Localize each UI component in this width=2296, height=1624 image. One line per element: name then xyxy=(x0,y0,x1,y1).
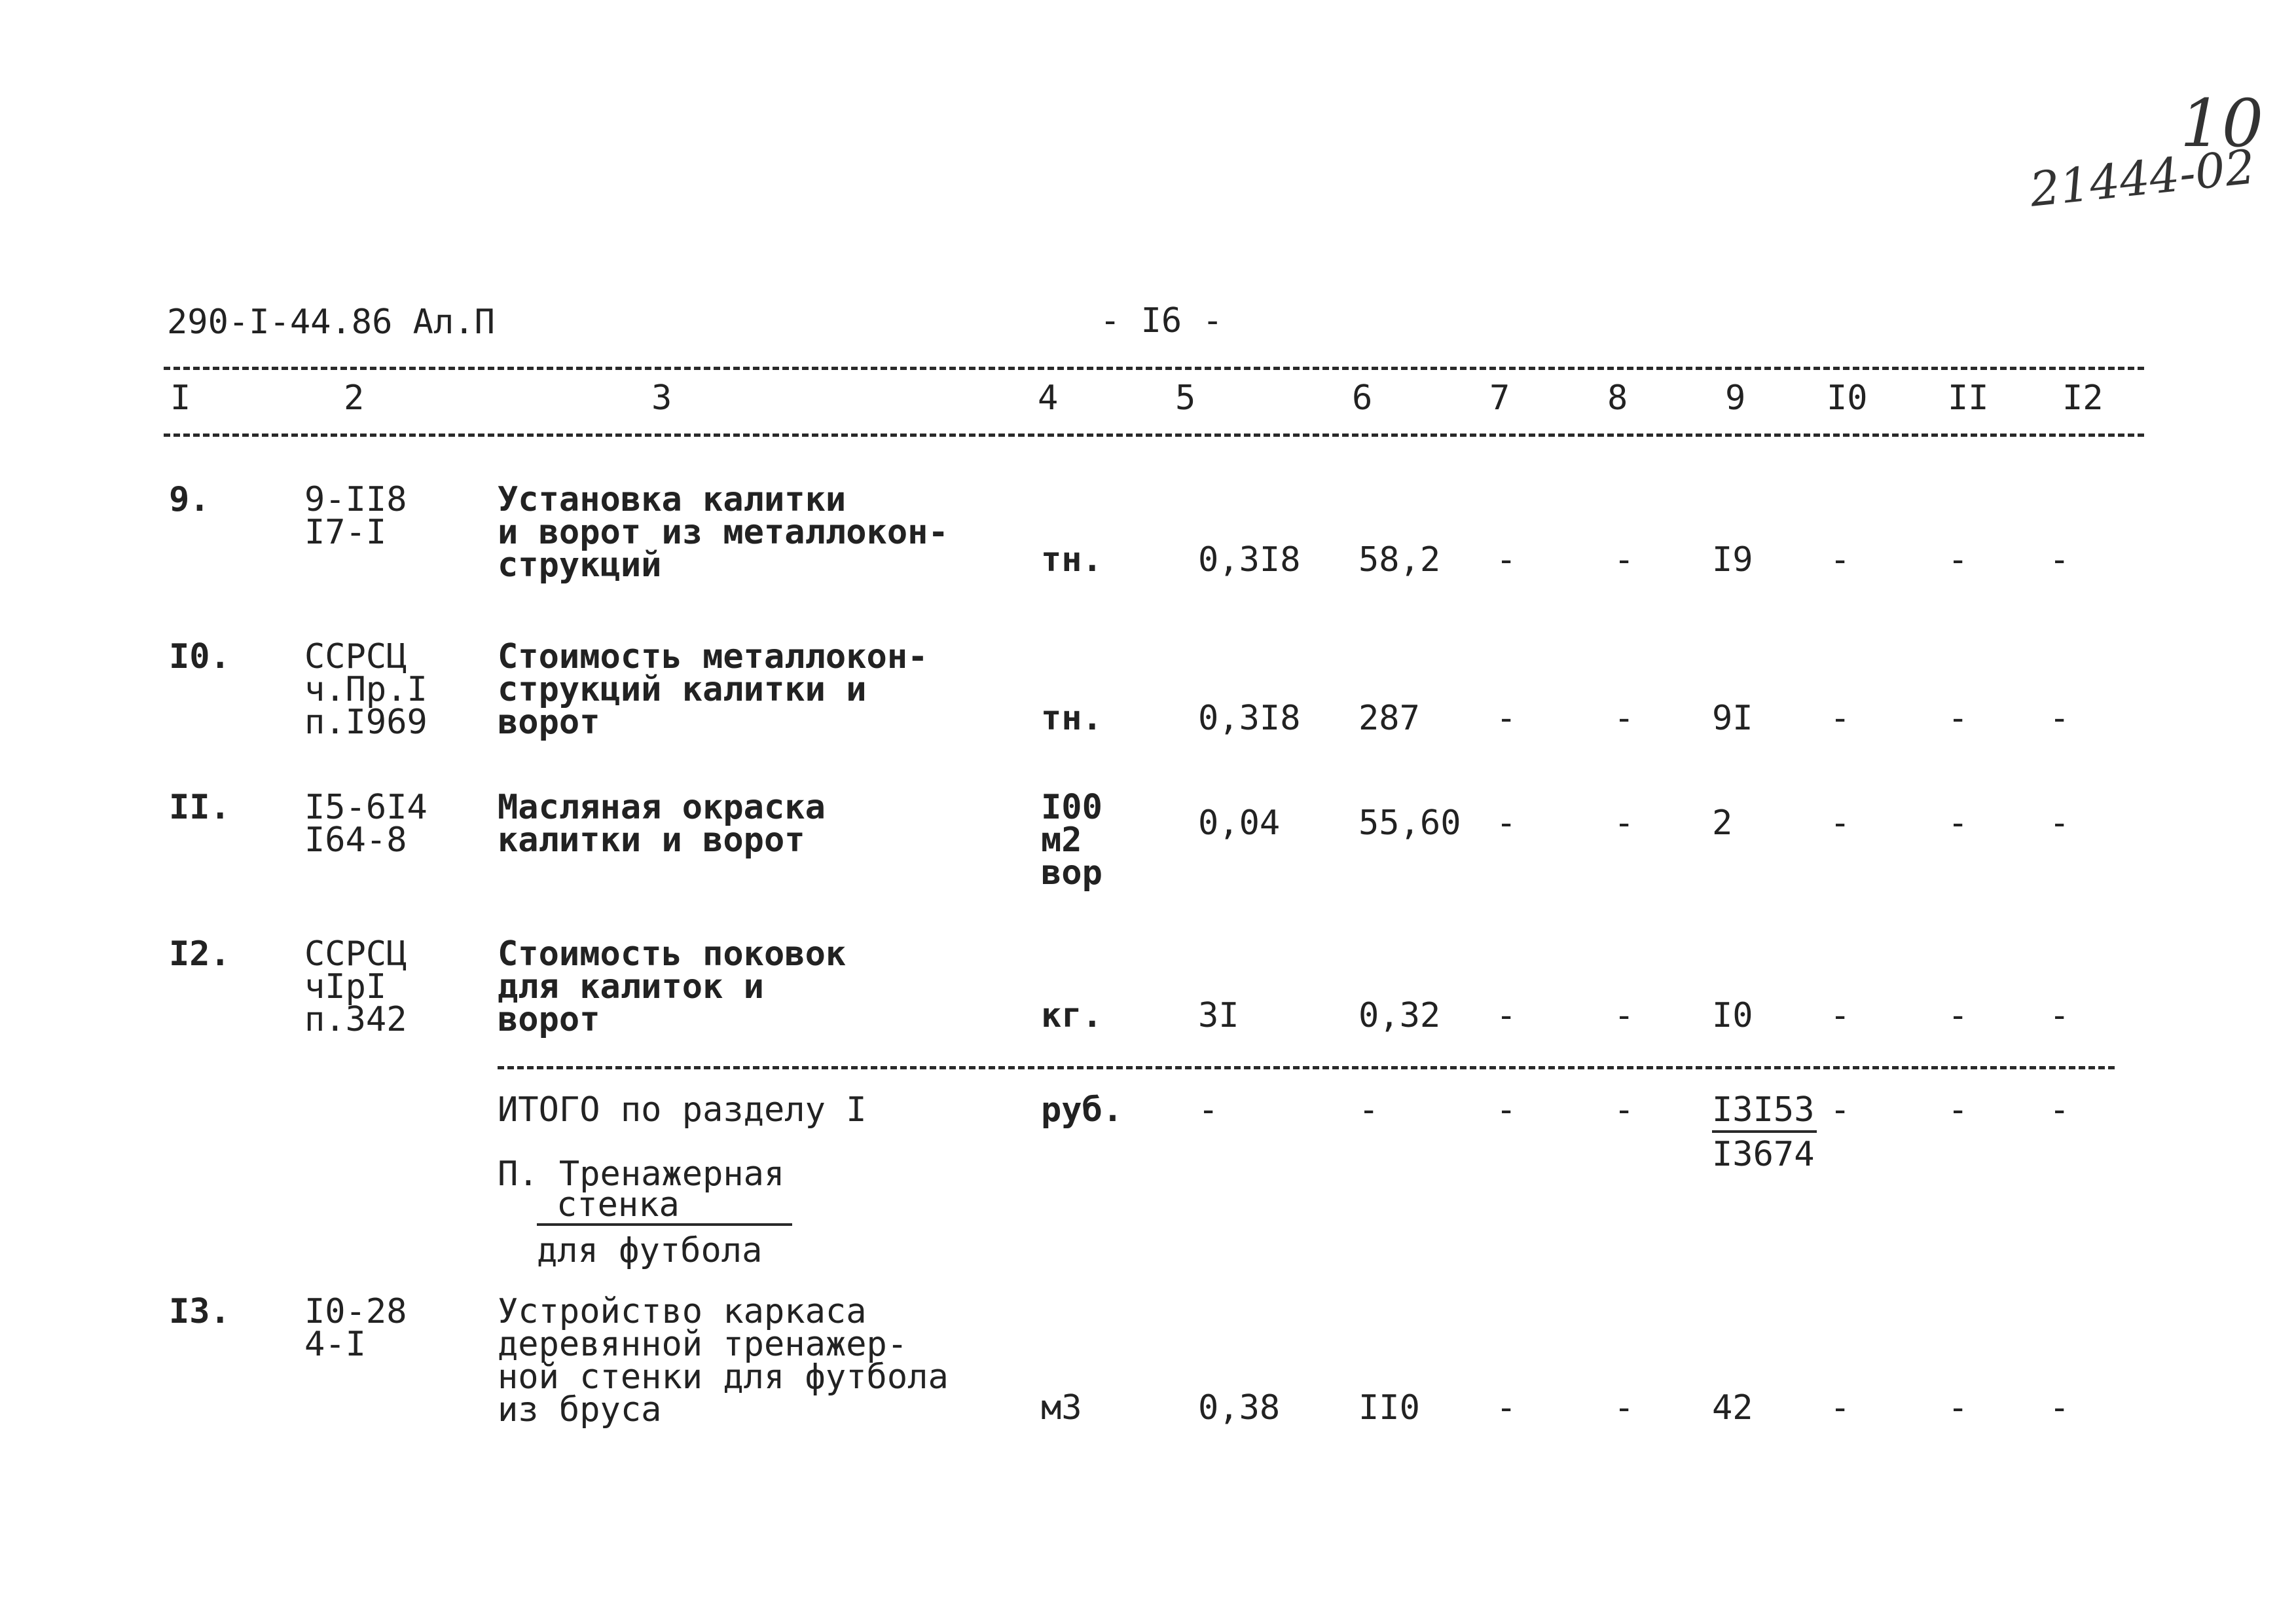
row-11-name: Масляная окраска калитки и ворот xyxy=(498,788,826,860)
row-12-col11: - xyxy=(1948,996,1969,1035)
row-13-col12: - xyxy=(2049,1388,2070,1428)
total-col11: - xyxy=(1948,1090,1969,1130)
total-col7: - xyxy=(1496,1090,1517,1130)
row-11-col8: - xyxy=(1614,803,1635,843)
col-header-11: II xyxy=(1948,378,1989,418)
row-9-col9: I9 xyxy=(1712,540,1753,580)
table-top-rule xyxy=(164,367,2144,370)
row-12-col7: - xyxy=(1496,996,1517,1035)
row-12-col8: - xyxy=(1614,996,1635,1035)
row-9-col11: - xyxy=(1948,540,1969,580)
section-title-line2: стенка xyxy=(556,1185,680,1225)
row-9-col5: 0,3I8 xyxy=(1198,540,1301,580)
total-col9-top: I3I53 xyxy=(1712,1090,1815,1130)
row-12-col12: - xyxy=(2049,996,2070,1035)
col-header-10: I0 xyxy=(1827,378,1868,418)
row-9-number: 9. xyxy=(169,480,210,519)
row-12-col10: - xyxy=(1830,996,1851,1035)
row-9-name: Установка калитки и ворот из металлокон- струкций xyxy=(498,480,949,585)
row-12-code: ССРСЦ чIpI п.342 xyxy=(304,934,407,1039)
row-11-col5: 0,04 xyxy=(1198,803,1281,843)
total-col9-bottom: I3674 xyxy=(1712,1135,1815,1174)
row-10-col10: - xyxy=(1830,699,1851,738)
row-11-col11: - xyxy=(1948,803,1969,843)
row-9-col8: - xyxy=(1614,540,1635,580)
row-12-name: Стоимость поковок для калиток и ворот xyxy=(498,934,847,1039)
row-12-col6: 0,32 xyxy=(1358,996,1441,1035)
row-9-col6: 58,2 xyxy=(1358,540,1441,580)
col-header-7: 7 xyxy=(1489,378,1510,418)
row-10-col11: - xyxy=(1948,699,1969,738)
document-code: 290-I-44.86 Ал.П xyxy=(167,303,495,342)
col-header-5: 5 xyxy=(1175,378,1196,418)
row-13-col8: - xyxy=(1614,1388,1635,1428)
row-9-col10: - xyxy=(1830,540,1851,580)
row-9-col12: - xyxy=(2049,540,2070,580)
total-col10: - xyxy=(1830,1090,1851,1130)
col-header-12: I2 xyxy=(2062,378,2104,418)
col-header-8: 8 xyxy=(1607,378,1628,418)
row-9-code: 9-II8 I7-I xyxy=(304,480,407,552)
row-10-col8: - xyxy=(1614,699,1635,738)
subtotal-rule xyxy=(498,1066,2115,1069)
row-11-col9: 2 xyxy=(1712,803,1733,843)
row-10-col6: 287 xyxy=(1358,699,1420,738)
col-header-4: 4 xyxy=(1038,378,1059,418)
row-13-col6: II0 xyxy=(1358,1388,1420,1428)
total-col8: - xyxy=(1614,1090,1635,1130)
row-13-unit: м3 xyxy=(1041,1388,1082,1428)
total-col12: - xyxy=(2049,1090,2070,1130)
row-9-unit: тн. xyxy=(1041,540,1102,580)
row-13-name: Устройство каркаса деревянной тренажер- ной стенки для футбола из бруса xyxy=(498,1292,949,1430)
row-13-code: I0-28 4-I xyxy=(304,1292,407,1364)
row-12-number: I2. xyxy=(169,934,230,974)
col-header-9: 9 xyxy=(1725,378,1746,418)
table-header-rule xyxy=(164,434,2144,437)
col-header-6: 6 xyxy=(1352,378,1373,418)
row-9-col7: - xyxy=(1496,540,1517,580)
row-12-col9: I0 xyxy=(1712,996,1753,1035)
section-title-underline xyxy=(537,1223,792,1226)
row-13-col9: 42 xyxy=(1712,1388,1753,1428)
row-11-col7: - xyxy=(1496,803,1517,843)
total-unit: руб. xyxy=(1041,1090,1123,1130)
row-13-col7: - xyxy=(1496,1388,1517,1428)
row-12-unit: кг. xyxy=(1041,996,1102,1035)
total-col9-underline xyxy=(1712,1130,1817,1133)
row-11-number: II. xyxy=(169,788,230,827)
row-11-col10: - xyxy=(1830,803,1851,843)
page-number: - I6 - xyxy=(1100,301,1223,341)
row-10-name: Стоимость металлокон- струкций калитки и ворот xyxy=(498,637,928,742)
section-title-line1: П. Тренажерная xyxy=(498,1154,785,1194)
row-13-number: I3. xyxy=(169,1292,230,1331)
col-header-3: 3 xyxy=(651,378,672,418)
row-11-code: I5-6I4 I64-8 xyxy=(304,788,428,860)
row-11-unit: I00 м2 вор xyxy=(1041,788,1102,893)
row-10-code: ССРСЦ ч.Пр.I п.I969 xyxy=(304,637,428,742)
row-11-col6: 55,60 xyxy=(1358,803,1461,843)
row-10-col9: 9I xyxy=(1712,699,1753,738)
row-10-col5: 0,3I8 xyxy=(1198,699,1301,738)
row-13-col11: - xyxy=(1948,1388,1969,1428)
total-col5: - xyxy=(1198,1090,1219,1130)
handwritten-doc-number: 21444-02 xyxy=(2027,139,2258,217)
handwritten-sheet-number: 10 xyxy=(2180,85,2264,162)
total-label: ИТОГО по разделу I xyxy=(498,1090,867,1130)
row-13-col10: - xyxy=(1830,1388,1851,1428)
row-10-unit: тн. xyxy=(1041,699,1102,738)
row-10-number: I0. xyxy=(169,637,230,676)
section-title-line3: для футбола xyxy=(537,1231,763,1270)
row-12-col5: 3I xyxy=(1198,996,1239,1035)
col-header-2: 2 xyxy=(344,378,365,418)
row-11-col12: - xyxy=(2049,803,2070,843)
row-10-col7: - xyxy=(1496,699,1517,738)
row-10-col12: - xyxy=(2049,699,2070,738)
total-col6: - xyxy=(1358,1090,1379,1130)
col-header-1: I xyxy=(170,378,191,418)
row-13-col5: 0,38 xyxy=(1198,1388,1281,1428)
